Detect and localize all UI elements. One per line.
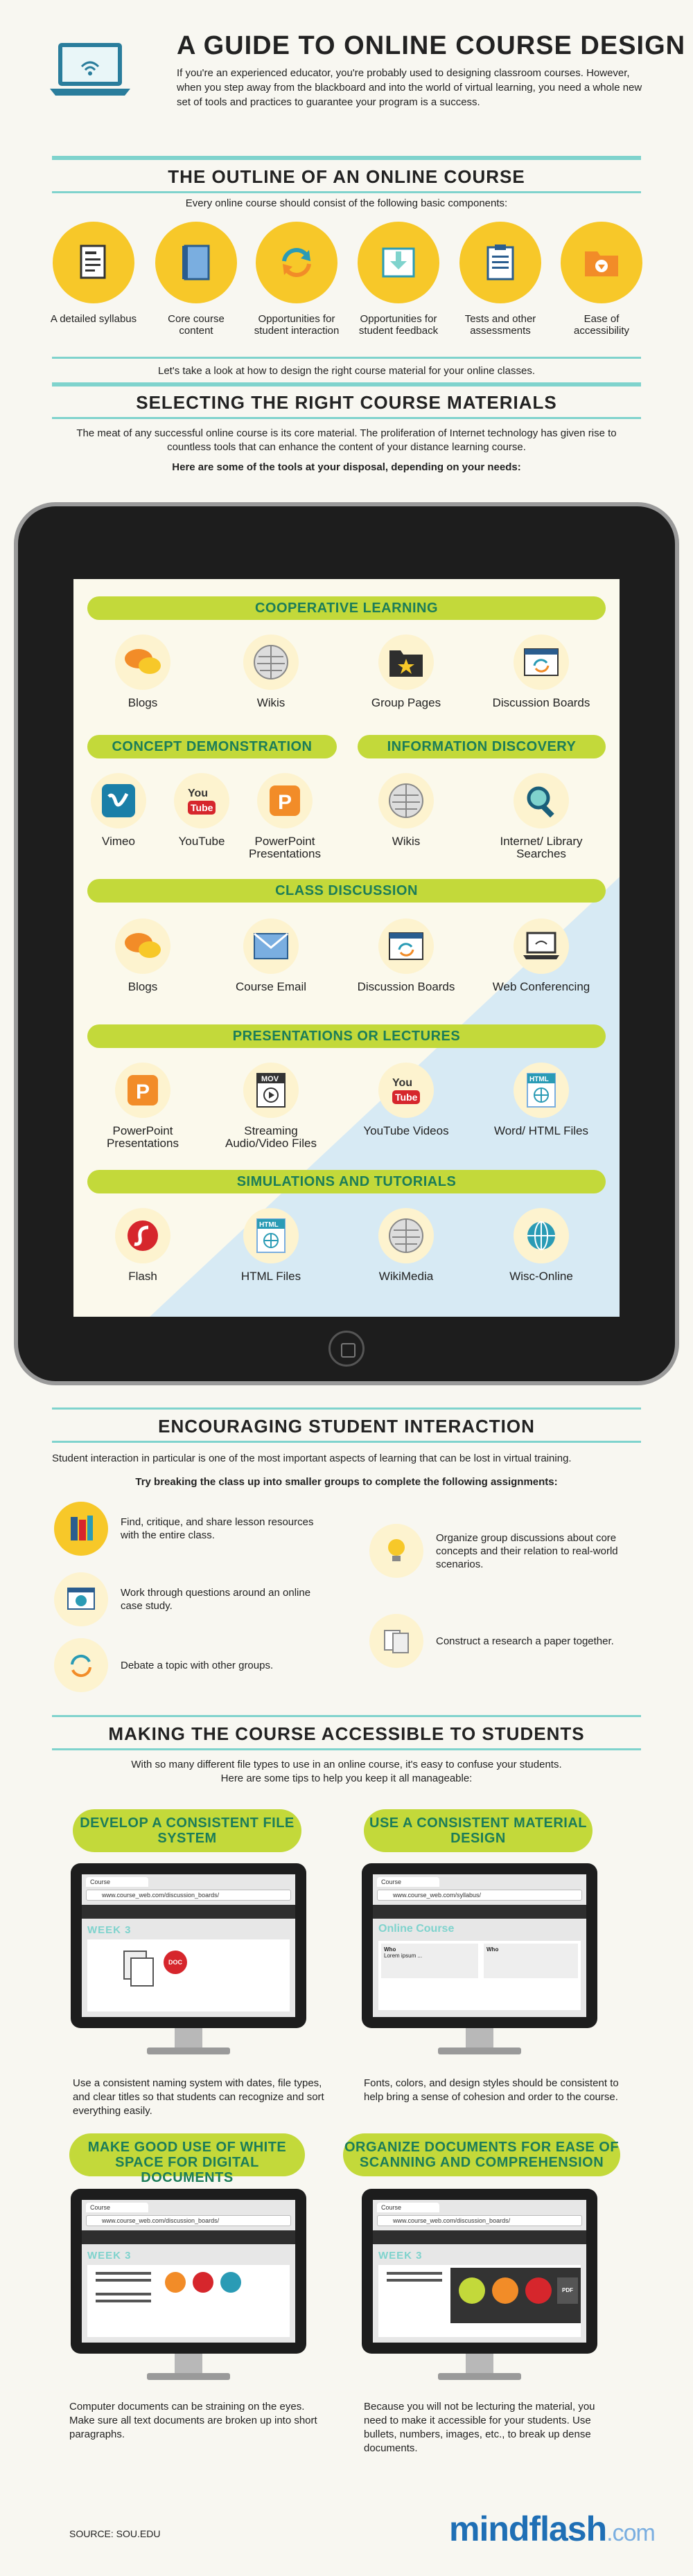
tool-word-html: HTML Word/ HTML Files [482,1063,600,1137]
divider [52,191,641,193]
url-bar: www.course_web.com/discussion_boards/ [377,2215,582,2226]
clipboard-icon [459,222,541,303]
doc-badge: DOC [164,1951,187,1974]
tool-youtube: You Tube YouTube [143,773,261,848]
interaction-item-share: Find, critique, and share lesson resources with the entire class. [54,1502,328,1556]
divider [52,1407,641,1410]
divider [52,156,641,160]
laptop-wifi-icon [514,918,569,974]
vimeo-icon [91,773,146,828]
browser-tab: Course [377,1877,439,1887]
browser-refresh-icon [378,918,434,974]
svg-text:Tube: Tube [395,1092,418,1103]
globe-icon [514,1208,569,1263]
tip-organize-title: ORGANIZE DOCUMENTS FOR EASE OF SCANNING AND COMPREHENSION [343,2133,620,2176]
interaction-intro: Student interaction in particular is one of the most important aspects of learning that can be lost in virtual training. [52,1453,572,1464]
outline-label: Ease of accessibility [573,313,630,337]
tool-wikis-discovery: Wikis [347,773,465,848]
accessible-intro: With so many different file types to use in an online course, it's easy to confuse your students. Here are some tips to help you keep it all manageable: [131,1759,562,1784]
monitor-file-system [71,1863,306,2064]
tool-blogs: Blogs [84,634,202,709]
refresh-icon [256,222,337,303]
chat-bubbles-icon [115,918,170,974]
tablet-device [14,502,679,1385]
documents-icon [369,1614,423,1668]
wikipedia-globe-icon [378,1208,434,1263]
tip-file-system-desc: Use a consistent naming system with dates, file types, and clear titles so that students can recognize and sort everything easily. [73,2077,324,2117]
html-file-icon [243,1208,299,1263]
divider [52,382,641,387]
outline-item-content [151,222,241,337]
category-cooperative-learning: COOPERATIVE LEARNING [87,596,606,620]
star-folder-icon [378,634,434,690]
divider [52,357,641,359]
who-box-2: Who [484,1944,578,1978]
tool-web-conferencing: Web Conferencing [482,918,600,993]
outline-label: Opportunities for student interaction [254,313,340,337]
interaction-item-case-study: Work through questions around an online case study. [54,1572,328,1626]
tip-file-system-title: DEVELOP A CONSISTENT FILE SYSTEM [73,1809,301,1852]
refresh-icon [54,1638,108,1692]
svg-text:MOV: MOV [261,1075,279,1083]
page-title: A GUIDE TO ONLINE COURSE DESIGN [177,31,686,60]
powerpoint-icon [115,1063,170,1118]
tool-discussion-boards-2: Discussion Boards [347,918,465,993]
intro-text: If you're an experienced educator, you're probably used to designing classroom courses. However, when you step away from the blackboard and into the world of virtual learning, you need a whole new set of tools and practices to guarantee your program is a success. [177,67,642,108]
envelope-icon [243,918,299,974]
svg-text:P: P [136,1081,150,1103]
who-box-1: Who Lorem ipsum ... [381,1944,478,1978]
home-button [328,1331,365,1367]
tool-vimeo: Vimeo [73,773,177,848]
outline-title: THE OUTLINE OF AN ONLINE COURSE [168,166,525,187]
svg-text:HTML: HTML [529,1076,549,1083]
outline-item-tests [455,222,545,337]
source-text: SOURCE: SOU.EDU [69,2528,161,2539]
tip-white-space-title: MAKE GOOD USE OF WHITE SPACE FOR DIGITAL DOCUMENTS [69,2133,305,2176]
laptop-wifi-icon [49,40,132,103]
browser-tab: Course [86,2203,148,2212]
online-course-heading: Online Course [378,1923,455,1935]
outline-label: Core course content [168,313,225,337]
category-concept-demonstration: CONCEPT DEMONSTRATION [87,735,337,758]
materials-tools-intro: Here are some of the tools at your disposal, depending on your needs: [172,461,521,473]
browser-globe-icon [54,1572,108,1626]
accessible-title: MAKING THE COURSE ACCESSIBLE TO STUDENTS [108,1723,585,1744]
svg-text:P: P [278,791,292,814]
outline-footer: Let's take a look at how to design the right course material for your online classes. [158,365,535,377]
interaction-item-research: Construct a research a paper together. [369,1614,644,1668]
materials-title: SELECTING THE RIGHT COURSE MATERIALS [136,392,557,413]
outline-item-syllabus [49,222,139,325]
week-label: WEEK 3 [87,1924,132,1936]
tool-group-pages: Group Pages [347,634,465,709]
tool-wikimedia: WikiMedia [347,1208,465,1283]
url-bar: www.course_web.com/syllabus/ [377,1890,582,1901]
interaction-item-discussions: Organize group discussions about core concepts and their relation to real-world scenarios. [369,1524,644,1578]
tip-material-design-desc: Fonts, colors, and design styles should be consistent to help bring a sense of cohesion and order to the course. [364,2077,619,2103]
wikipedia-globe-icon [378,773,434,828]
divider [52,1715,641,1717]
outline-item-accessibility [556,222,647,337]
outline-item-interaction [252,222,342,337]
tool-flash: Flash [84,1208,202,1283]
tool-course-email: Course Email [212,918,330,993]
tool-powerpoint: P PowerPoint Presentations [226,773,344,860]
powerpoint-icon [257,773,313,828]
tool-internet-search: Internet/ Library Searches [482,773,600,860]
week-label: WEEK 3 [87,2250,132,2262]
svg-text:You: You [392,1077,413,1089]
tablet-screen [73,579,620,1317]
browser-tab: Course [377,2203,439,2212]
lightbulb-icon [369,1524,423,1578]
books-icon [54,1502,108,1556]
mov-file-icon [243,1063,299,1118]
tip-white-space-desc: Computer documents can be straining on the eyes. Make sure all text documents are broken up into short paragraphs. [69,2401,317,2440]
browser-refresh-icon [514,634,569,690]
tip-organize-desc: Because you will not be lecturing the material, you need to make it accessible for your students. Use bullets, numbers, images, etc., to break up dense documents. [364,2401,595,2454]
url-bar: www.course_web.com/discussion_boards/ [86,2215,291,2226]
tool-streaming-files: MOV Streaming Audio/Video Files [212,1063,330,1150]
divider [52,1748,641,1750]
category-information-discovery: INFORMATION DISCOVERY [358,735,606,758]
browser-tab: Course [86,1877,148,1887]
category-class-discussion: CLASS DISCUSSION [87,879,606,903]
svg-text:Tube: Tube [191,802,213,813]
tool-discussion-boards: Discussion Boards [482,634,600,709]
outline-label: Opportunities for student feedback [358,313,439,337]
monitor-material-design [362,1863,597,2064]
tool-wisc-online: Wisc-Online [482,1208,600,1283]
tool-wikis: Wikis [212,634,330,709]
download-icon [358,222,439,303]
youtube-icon [378,1063,434,1118]
tool-powerpoint-2: P PowerPoint Presentations [84,1063,202,1150]
materials-intro: The meat of any successful online course is its core material. The proliferation of Internet technology has given rise to countless tools that can enhance the content of your distance learning course. [76,427,617,453]
html-file-icon [514,1063,569,1118]
chat-bubbles-icon [115,634,170,690]
magnifier-icon [514,773,569,828]
syllabus-icon [53,222,134,303]
divider [52,417,641,419]
interaction-sub: Try breaking the class up into smaller groups to complete the following assignments: [135,1476,558,1488]
category-simulations-tutorials: SIMULATIONS AND TUTORIALS [87,1170,606,1193]
flash-icon [115,1208,170,1263]
book-icon [155,222,237,303]
tool-blogs-discussion: Blogs [84,918,202,993]
monitor-white-space [71,2189,306,2390]
svg-text:You: You [188,788,209,799]
mindflash-logo[interactable]: mindflash.com [449,2510,655,2548]
interaction-title: ENCOURAGING STUDENT INTERACTION [158,1416,535,1437]
tool-youtube-videos: You Tube YouTube Videos [347,1063,465,1137]
svg-text:HTML: HTML [259,1221,279,1229]
outline-item-feedback [353,222,444,337]
outline-label: Tests and other assessments [464,313,536,337]
tip-material-design-title: USE A CONSISTENT MATERIAL DESIGN [364,1809,593,1852]
youtube-icon [174,773,229,828]
divider [52,1441,641,1443]
category-presentations-lectures: PRESENTATIONS OR LECTURES [87,1024,606,1048]
week-label: WEEK 3 [378,2250,423,2262]
tool-html-files: HTML HTML Files [212,1208,330,1283]
monitor-organize [362,2189,597,2390]
outline-label: A detailed syllabus [50,313,137,325]
pdf-badge: PDF [557,2277,578,2304]
outline-subtitle: Every online course should consist of the following basic components: [185,197,508,209]
wikipedia-globe-icon [243,634,299,690]
url-bar: www.course_web.com/discussion_boards/ [86,1890,291,1901]
interaction-item-debate: Debate a topic with other groups. [54,1638,328,1692]
folder-icon [561,222,642,303]
